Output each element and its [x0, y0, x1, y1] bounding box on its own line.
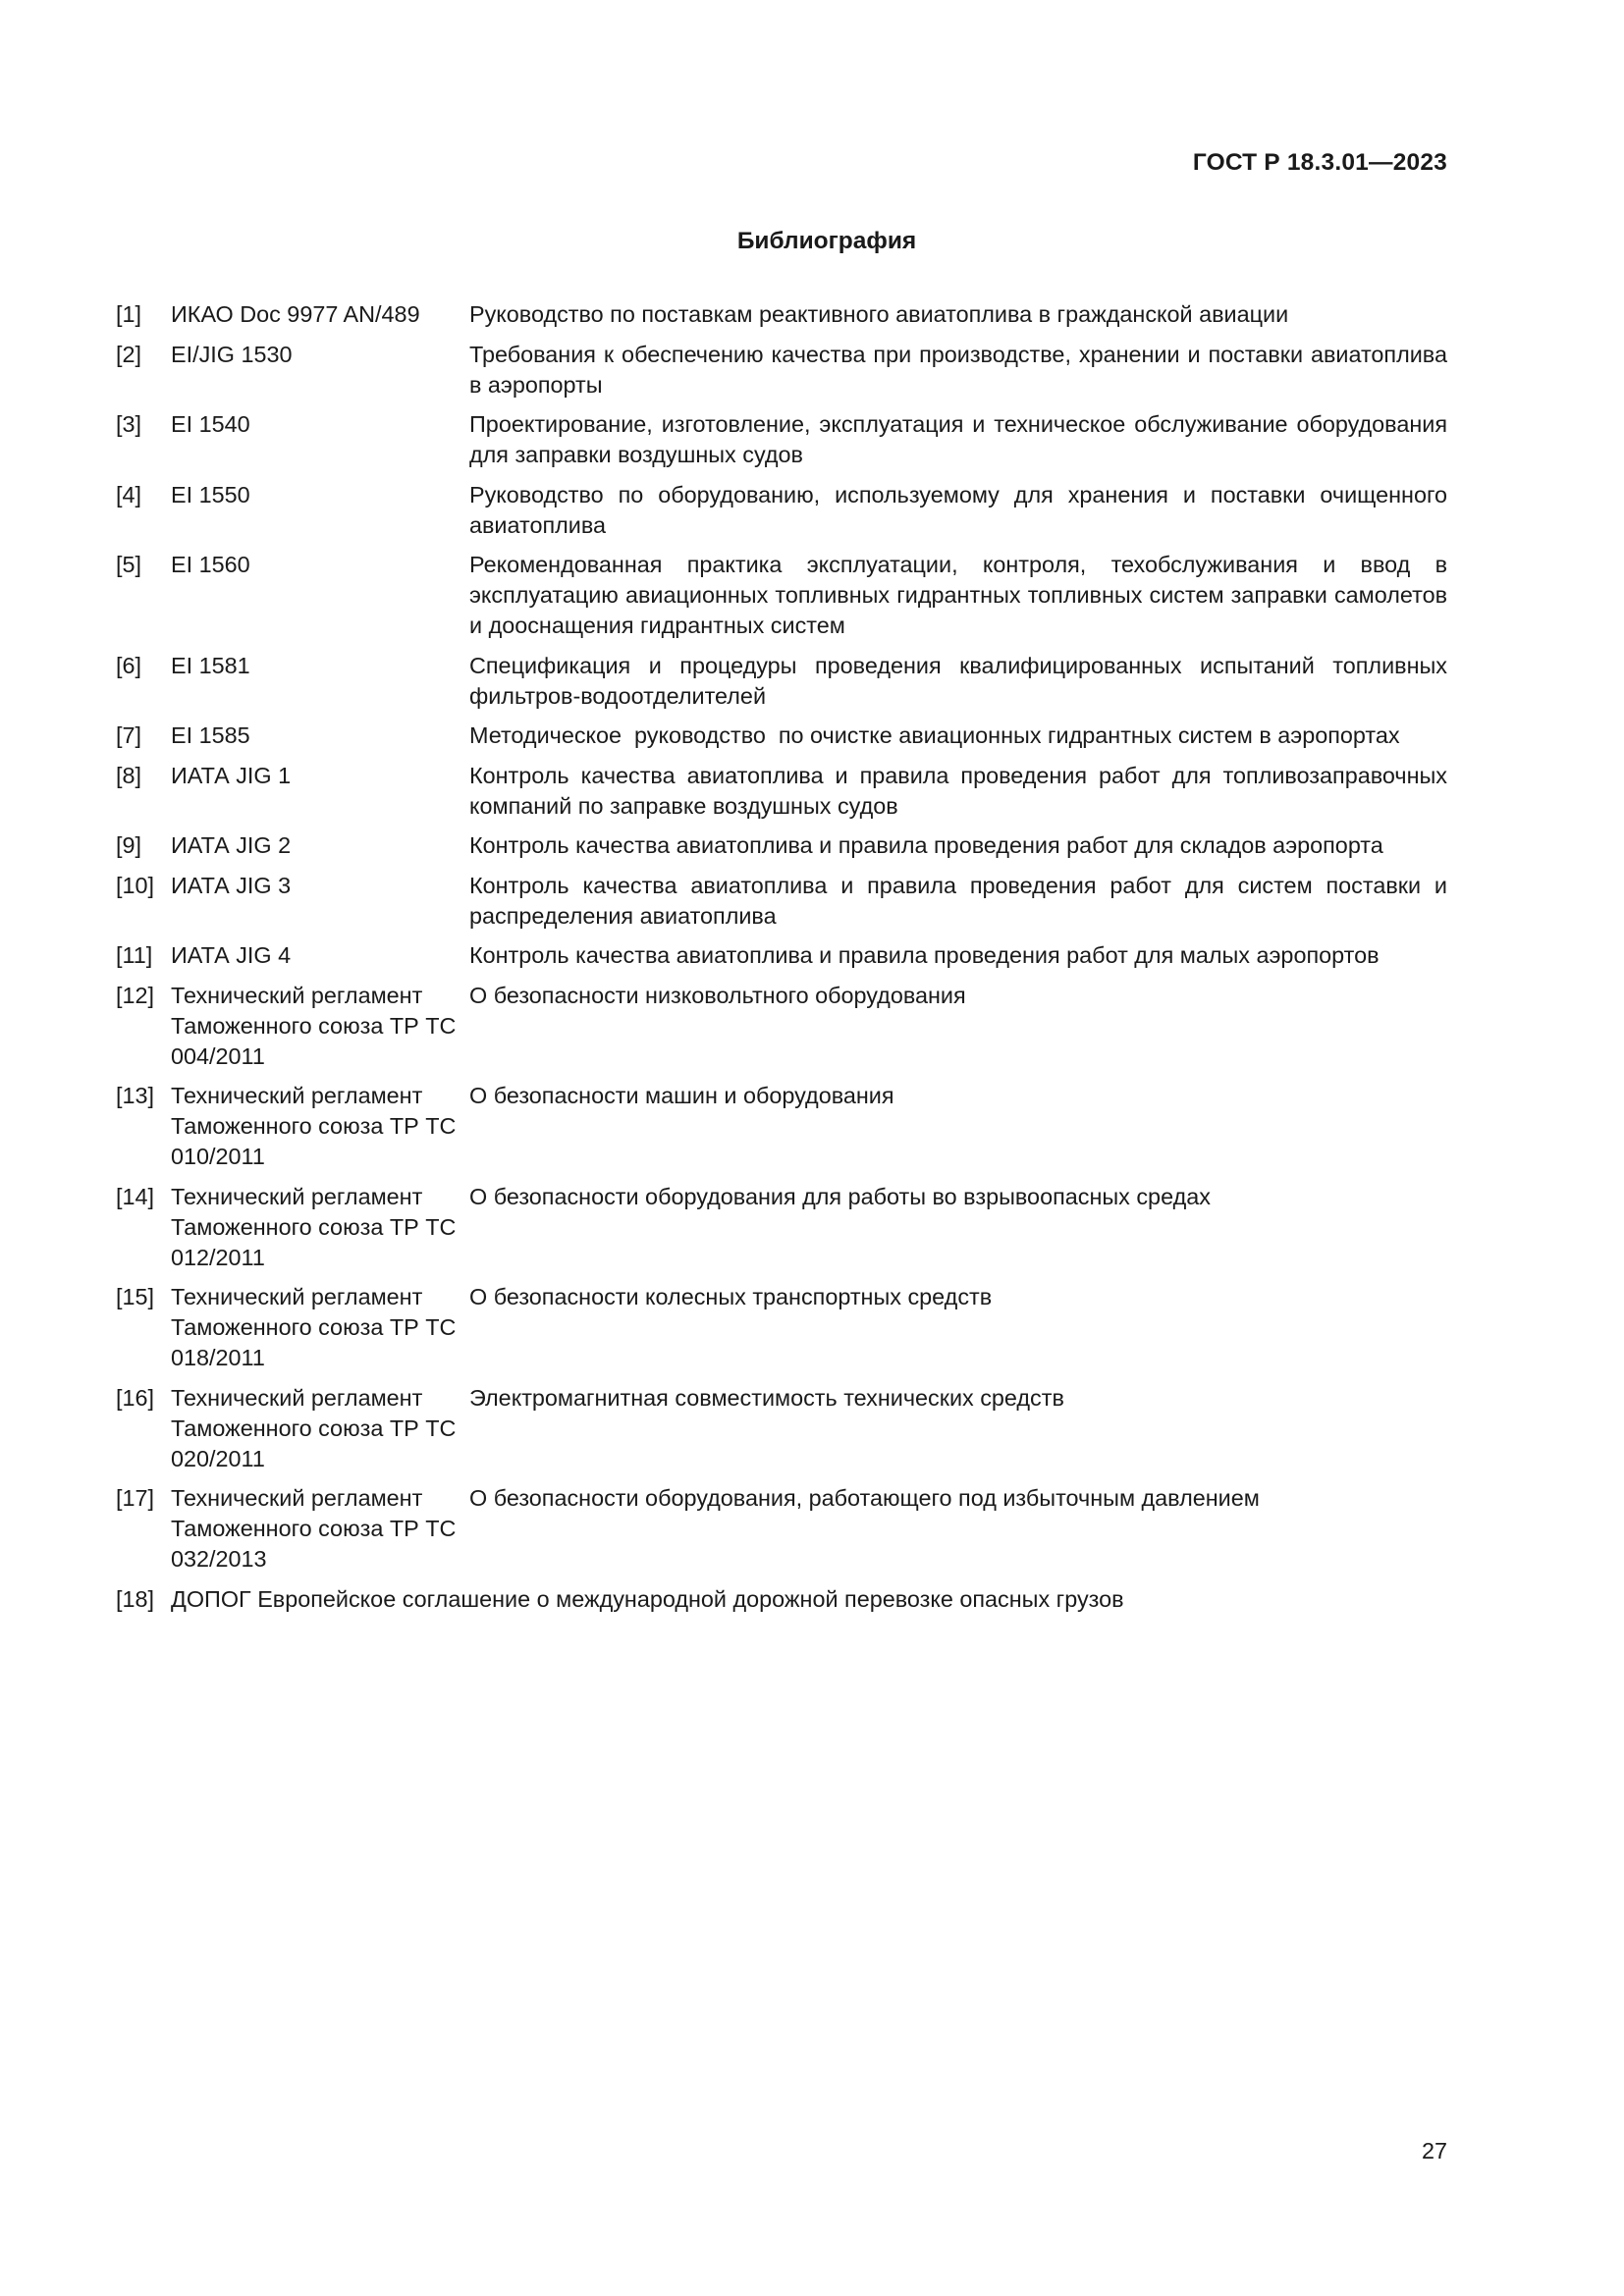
entry-code: Технический регламент Таможенного союза ТР ТС 012/2011: [171, 1183, 457, 1270]
bibliography-entry: [116, 409, 1447, 480]
entry-code: Технический регламент Таможенного союза ТР ТС 032/2013: [171, 1485, 457, 1572]
entry-description: Руководство по оборудованию, используемому для хранения и поставки очищенного авиатоплива: [469, 481, 1447, 538]
page-number: 27: [1421, 2138, 1447, 2163]
entry-description: Контроль качества авиатоплива и правила проведения работ для топливозаправочных компаний по заправке воздушных судов: [469, 762, 1447, 819]
bibliography-table: [116, 299, 1447, 1624]
bibliography-entry: [116, 340, 1447, 410]
entry-description: Контроль качества авиатоплива и правила проведения работ для систем поставки и распределения авиатоплива: [469, 872, 1447, 929]
entry-description: Контроль качества авиатоплива и правила проведения работ для малых аэропортов: [469, 942, 1380, 968]
entry-code: ИАТА JIG 4: [171, 942, 292, 968]
entry-description: О безопасности машин и оборудования: [469, 1083, 894, 1108]
entry-description: Руководство по поставкам реактивного авиатоплива в гражданской авиации: [469, 301, 1289, 327]
entry-number: [2]: [116, 341, 142, 367]
entry-description: О безопасности оборудования для работы во взрывоопасных средах: [469, 1183, 1211, 1209]
entry-code: ИКАО Doc 9977 AN/489: [171, 301, 420, 327]
bibliography-entry: [116, 1182, 1447, 1283]
entry-description: Электромагнитная совместимость технических средств: [469, 1384, 1064, 1411]
bibliography-entry: [116, 1483, 1447, 1584]
entry-code: ИАТА JIG 1: [171, 762, 292, 788]
entry-description: Спецификация и процедуры проведения квалифицированных испытаний топливных фильтров-водоотделителей: [469, 652, 1447, 709]
bibliography-entry: [116, 651, 1447, 721]
entry-code: Технический регламент Таможенного союза ТР ТС 010/2011: [171, 1083, 457, 1169]
entry-description: Рекомендованная практика эксплуатации, контроля, техобслуживания и ввод в эксплуатацию авиационных топливных гидрантных топливных систем заправки самолетов и дооснащения гидрантных систем: [469, 552, 1447, 638]
bibliography-entry: [116, 1081, 1447, 1182]
entry-number: [7]: [116, 722, 142, 748]
entry-description: Проектирование, изготовление, эксплуатация и техническое обслуживание оборудования для заправки воздушных судов: [469, 411, 1447, 467]
bibliography-entry: [116, 871, 1447, 941]
entry-number: [18]: [116, 1585, 155, 1612]
entry-code: ИАТА JIG 2: [171, 832, 292, 858]
entry-description: О безопасности низковольтного оборудования: [469, 982, 966, 1008]
bibliography-entry: [116, 480, 1447, 551]
bibliography-entry: [116, 981, 1447, 1082]
entry-number: [10]: [116, 872, 155, 898]
entry-number: [12]: [116, 982, 155, 1008]
entry-code: EI 1540: [171, 411, 250, 437]
bibliography-entry: [116, 721, 1447, 761]
entry-code: Технический регламент Таможенного союза ТР ТС 004/2011: [171, 982, 457, 1069]
entry-code: EI 1550: [171, 481, 250, 507]
entry-description: Требования к обеспечению качества при производстве, хранении и поставки авиатоплива в аэропорты: [469, 341, 1447, 398]
entry-number: [3]: [116, 411, 142, 437]
bibliography-entry: [116, 1282, 1447, 1383]
bibliography-entry: [116, 830, 1447, 871]
entry-description: Методическое руководство по очистке авиационных гидрантных систем в аэропортах: [469, 722, 1400, 748]
entry-number: [6]: [116, 652, 142, 678]
entry-code: EI 1560: [171, 552, 250, 577]
section-title: Библиография: [736, 228, 917, 254]
entry-number: [17]: [116, 1485, 155, 1511]
entry-number: [13]: [116, 1083, 155, 1108]
entry-code: ИАТА JIG 3: [171, 872, 292, 898]
bibliography-entry: [116, 761, 1447, 831]
entry-full-text: ДОПОГ Европейское соглашение о международной дорожной перевозке опасных грузов: [171, 1585, 1124, 1612]
entry-number: [1]: [116, 301, 142, 327]
entry-number: [4]: [116, 481, 142, 507]
bibliography-entry: [116, 550, 1447, 651]
entry-code: Технический регламент Таможенного союза ТР ТС 018/2011: [171, 1284, 457, 1370]
entry-description: Контроль качества авиатоплива и правила проведения работ для складов аэропорта: [469, 832, 1383, 858]
entry-code: EI 1581: [171, 652, 250, 678]
entry-number: [15]: [116, 1284, 155, 1309]
bibliography-entry: [116, 1383, 1447, 1484]
entry-code: EI 1585: [171, 722, 250, 748]
entry-code: Технический регламент Таможенного союза ТР ТС 020/2011: [171, 1384, 457, 1471]
entry-description: О безопасности колесных транспортных средств: [469, 1284, 993, 1309]
entry-number: [8]: [116, 762, 142, 788]
entry-number: [11]: [116, 942, 153, 968]
entry-code: EI/JIG 1530: [171, 341, 293, 367]
bibliography-entry: [116, 940, 1447, 981]
entry-description: О безопасности оборудования, работающего под избыточным давлением: [469, 1485, 1260, 1511]
entry-number: [5]: [116, 552, 142, 577]
bibliography-entry: [116, 299, 1447, 340]
entry-number: [16]: [116, 1384, 155, 1411]
bibliography-entry: [116, 1584, 1447, 1625]
document-header: ГОСТ Р 18.3.01—2023: [1192, 149, 1447, 176]
entry-number: [9]: [116, 832, 142, 858]
entry-number: [14]: [116, 1183, 155, 1209]
